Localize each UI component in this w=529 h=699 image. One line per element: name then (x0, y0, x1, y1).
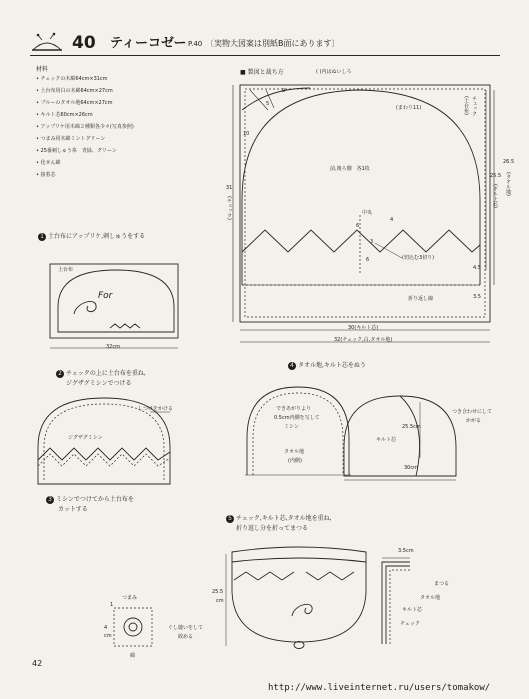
page-reference: P.40 (188, 40, 203, 48)
source-url[interactable]: http://www.liveinternet.ru/users/tomakow/ (268, 683, 491, 693)
cut-label-32-note: (チェック,白,タオル地) (340, 337, 393, 343)
tsumami-shibori-1: ぐし縫いをして (168, 625, 204, 631)
step5-cozy-illustration (224, 542, 374, 654)
step5-heading (226, 515, 331, 523)
step4-right-note1: つき合わせにして (452, 409, 493, 415)
step5-number: 5 (226, 515, 234, 523)
step1-word: For (98, 291, 113, 301)
step5-check: チェック (400, 621, 420, 627)
step3-text-2: カットする (58, 506, 88, 513)
tsumami-label: つまみ (122, 595, 138, 601)
step1-illustration (48, 262, 183, 354)
step4-text: タオル地,キルト芯をぬう (298, 362, 366, 369)
cut-label-right-note2: (タオル地) (505, 172, 511, 196)
material-text: チェックの木綿64cm×31cm (40, 76, 108, 82)
cut-label-dodai: (土台布) (463, 96, 469, 115)
tsumami-illustration (112, 606, 158, 652)
step5-quilt: キルト芯 (402, 607, 422, 613)
cut-label-10: 10 (243, 131, 250, 137)
step5-h-cm: cm (216, 598, 224, 604)
cut-label-30 (348, 326, 378, 331)
cut-label-mawari: (まわり11) (396, 105, 422, 111)
step3-text-1: ミシンでつけてから土台布を (56, 496, 134, 503)
step5-text-1: チェック,キルト芯,タオル地を重ね, (236, 515, 332, 522)
tsumami-n1: 1 (110, 602, 114, 608)
step4-right-note2: かがる (466, 418, 482, 424)
step4-left-towel: タオル地 (284, 449, 305, 455)
cut-label-center: 中央 (362, 210, 373, 216)
step1-text: 土台布にアップリケ,刺しゅうをする (48, 233, 146, 240)
tsumami-cm: cm (104, 633, 112, 639)
header-note: 〔実物大図案は別紙B面にあります〕 (206, 39, 340, 48)
material-text: 接着芯 (40, 172, 56, 178)
material-text: キルト芯60cm×26cm (40, 112, 93, 118)
step4-right-30: 30cm (404, 465, 418, 471)
cut-label-31: 31 (226, 185, 233, 191)
step4-left-illustration (243, 383, 353, 483)
tsumami-wata: 綿 (130, 653, 136, 659)
step4-right-25-5: 25.5cm (402, 424, 421, 430)
cut-label-32-value: 32 (334, 337, 341, 343)
cut-label-6b: 6 (366, 257, 370, 263)
cut-diagram-note: ( )内はぬいしろ (316, 69, 352, 75)
cut-label-6: 6 (356, 223, 360, 229)
step4-left-line3: ミシン (284, 424, 299, 430)
material-item: • つまみ用木綿ミントグリーン (36, 136, 106, 142)
cut-label-4: 4 (390, 217, 394, 223)
step1-number: 1 (38, 233, 46, 241)
step5-section-illustration (376, 556, 416, 646)
material-item: • ブルーのタオル地64cm×27cm (36, 100, 113, 106)
material-item: • チェックの木綿64cm×31cm (36, 76, 108, 82)
step5-h-25-5: 25.5 (212, 589, 224, 595)
step2-number: 2 (56, 370, 64, 378)
step1-inner-label: 土台布 (58, 267, 74, 273)
step2-label-shitsuke: しつけをかける (138, 406, 174, 412)
step4-right-illustration (340, 392, 460, 484)
material-text: ブルーのタオル地64cm×27cm (40, 100, 113, 106)
cut-label-right-note: (キルト芯) (492, 184, 498, 208)
cut-label-31-note: (チェック) (226, 196, 232, 220)
tsumami-n4: 4 (104, 625, 108, 631)
step2-text-1: チェックの上に土台布を重ね, (66, 370, 146, 377)
step4-right-quilt: キルト芯 (376, 437, 396, 443)
step5-matsuru: まつる (434, 581, 450, 587)
step1-heading (38, 233, 145, 241)
material-item: • 化せん綿 (36, 160, 61, 166)
step2-label-zigzag: ジグザグミシン (68, 435, 103, 441)
cut-label-orikaeshi: 折り返し線 (408, 296, 434, 302)
step5-towel: タオル地 (420, 595, 441, 601)
step4-number: 4 (288, 362, 296, 370)
cut-diagram-title: 製図と裁ち方 (247, 69, 284, 76)
material-item: • キルト芯60cm×26cm (36, 112, 93, 118)
step5-dim-3-5: 3.5cm (398, 548, 414, 554)
material-text: アップリケ用木綿２種類各少々(写真参照) (40, 124, 134, 130)
material-item: • アップリケ用木綿２種類各少々(写真参照) (36, 124, 134, 130)
project-number: 40 (72, 33, 96, 53)
materials-heading: 材料 (36, 66, 49, 73)
tsumami-shibori-2: 絞める (178, 634, 194, 640)
cut-label-26-5: 26.5 (503, 159, 515, 165)
cut-label-30-value: 30 (348, 325, 355, 331)
cut-label-check: チェック (471, 96, 477, 116)
cut-label-body: 前,後ろ側 各1枚 (330, 166, 370, 172)
material-item: • 接着芯 (36, 172, 56, 178)
pincushion-icon (30, 34, 64, 54)
cut-label-kirikomi: (切込む3切り) (402, 255, 435, 261)
cut-diagram-heading: ■ 製図と裁ち方 (240, 69, 284, 76)
cut-label-25-5: 25.5 (490, 173, 502, 179)
cut-label-4-5: 4.5 (473, 265, 481, 271)
cut-label-9: 9 (282, 88, 286, 94)
step3-heading (46, 496, 134, 504)
step3-number: 3 (46, 496, 54, 504)
cut-label-3-5: 3.5 (473, 294, 481, 300)
cut-label-32 (334, 338, 392, 343)
header-rule (30, 55, 500, 56)
step2-heading (56, 370, 146, 378)
step5-text-2: 折り返し分を折ってまつる (236, 525, 309, 532)
page-number: 42 (32, 659, 43, 668)
material-text: 25番刺しゅう糸 青緑、グリーン (40, 148, 117, 154)
material-text: 土台布用白の木綿64cm×27cm (40, 88, 113, 94)
step4-left-towel-note: (内側) (288, 458, 302, 464)
material-item: • 土台布用白の木綿64cm×27cm (36, 88, 113, 94)
step4-left-line2: 0.5cm内側を写して (274, 415, 320, 421)
cut-label-3: 3 (370, 239, 374, 245)
material-item: • 25番刺しゅう糸 青緑、グリーン (36, 148, 117, 154)
step4-heading (288, 362, 366, 370)
material-text: つまみ用木綿ミントグリーン (40, 136, 106, 142)
step2-text-2: ジグザグミシンでつける (66, 380, 132, 387)
step1-dim: 32cm (106, 344, 120, 350)
cut-label-30-note: (キルト芯) (354, 325, 379, 331)
project-title: ティーコゼー (110, 36, 187, 51)
cut-label-5: 5 (266, 101, 270, 107)
step4-left-line1: できあがりより (276, 406, 312, 412)
material-text: 化せん綿 (40, 160, 61, 166)
